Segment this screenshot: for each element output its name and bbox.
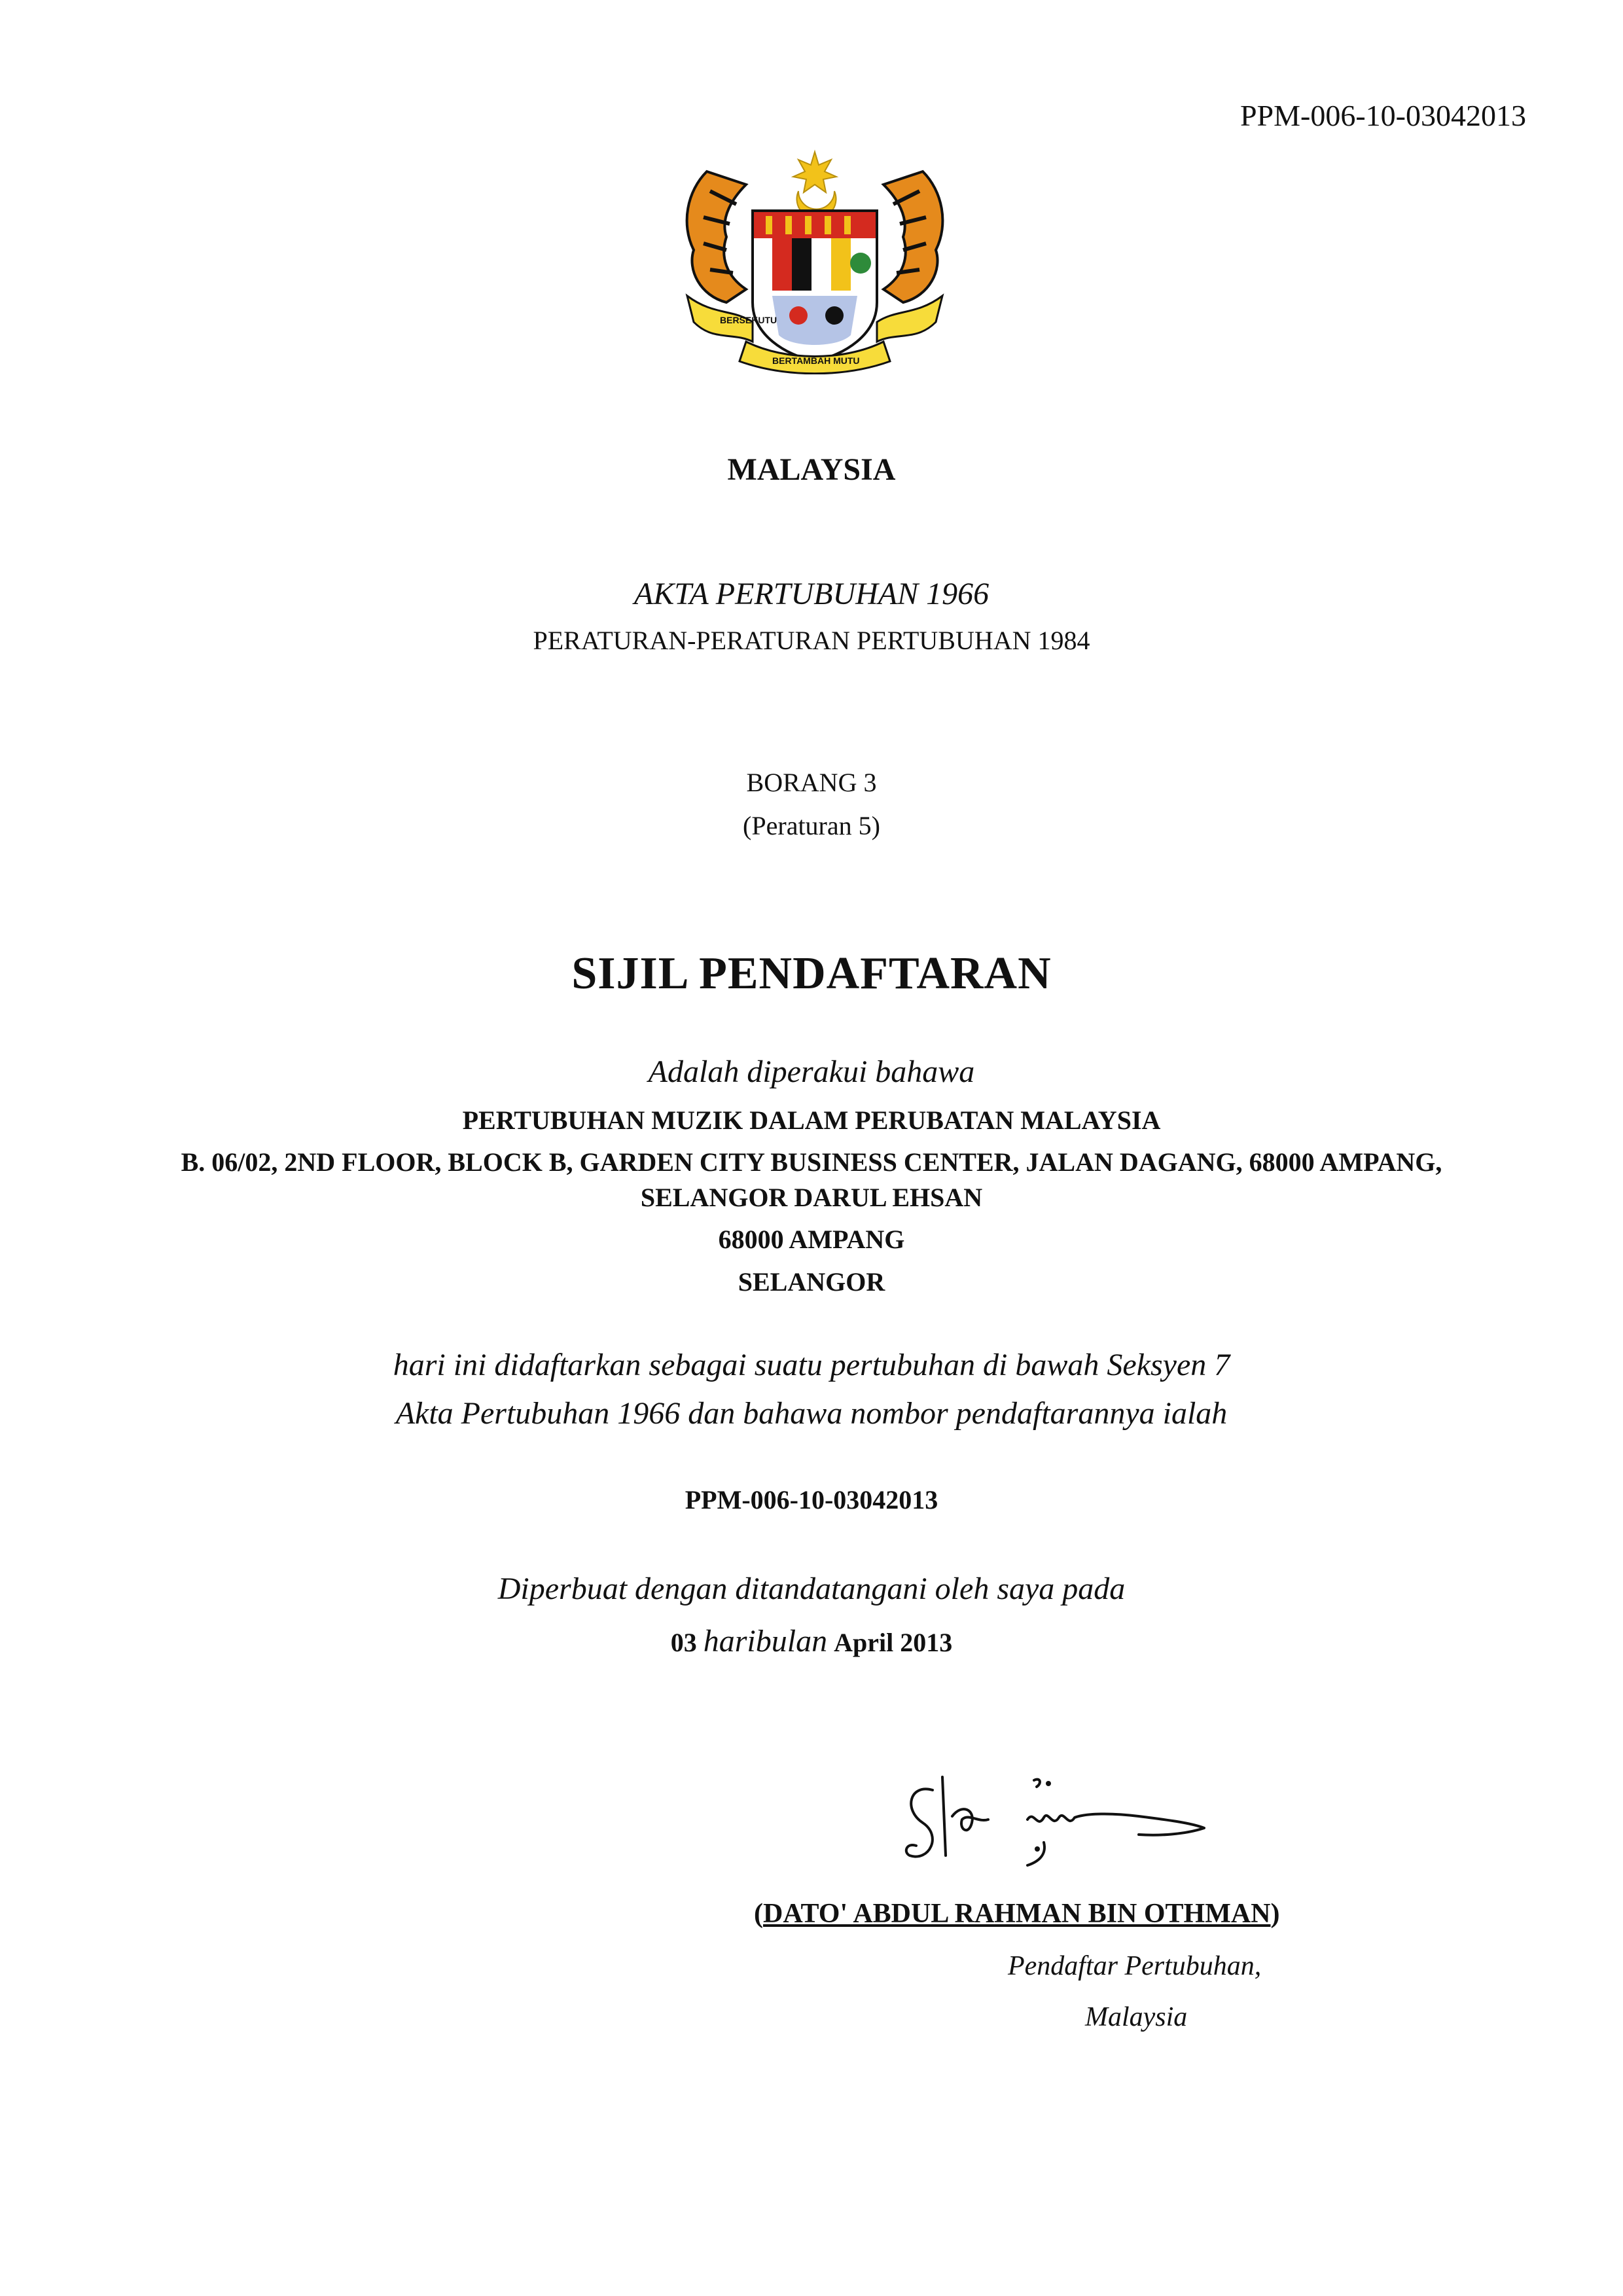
crest-motto-center: BERTAMBAH MUTU bbox=[772, 355, 860, 366]
signatory-close-paren: ) bbox=[1270, 1899, 1280, 1929]
crest-motto-left: BERSEKUTU bbox=[720, 315, 777, 325]
reference-number: PPM-006-10-03042013 bbox=[1240, 99, 1526, 132]
date-month-word: haribulan bbox=[703, 1624, 828, 1659]
date-line bbox=[0, 1623, 1623, 1659]
act-title: AKTA PERTUBUHAN 1966 bbox=[633, 577, 990, 611]
address-line-1: B. 06/02, 2ND FLOOR, BLOCK B, GARDEN CITY BUSINESS CENTER, JALAN DAGANG, 68000 AMPANG, bbox=[181, 1147, 1442, 1177]
country-title: MALAYSIA bbox=[727, 452, 896, 487]
regulations-title: PERATURAN-PERATURAN PERTUBUHAN 1984 bbox=[533, 626, 1090, 655]
registration-text-2: Akta Pertubuhan 1966 dan bahawa nombor pendaftarannya ialah bbox=[395, 1396, 1228, 1431]
signatory-open-paren: ( bbox=[754, 1899, 763, 1929]
registration-number: PPM-006-10-03042013 bbox=[685, 1485, 938, 1515]
address-line-2: SELANGOR DARUL EHSAN bbox=[640, 1183, 983, 1212]
organization-name: PERTUBUHAN MUZIK DALAM PERUBATAN MALAYSIA bbox=[462, 1105, 1161, 1135]
form-number: BORANG 3 bbox=[746, 768, 877, 797]
certify-text: Adalah diperakui bahawa bbox=[648, 1054, 975, 1089]
signatory-role: Pendaftar Pertubuhan, bbox=[1008, 1951, 1262, 1981]
certificate-title: SIJIL PENDAFTARAN bbox=[571, 948, 1052, 999]
signatory-place: Malaysia bbox=[1085, 2002, 1188, 2032]
date-month-year: April 2013 bbox=[834, 1628, 953, 1657]
signature-icon bbox=[897, 1757, 1237, 1888]
coat-of-arms-icon bbox=[674, 145, 955, 374]
address-line-4: SELANGOR bbox=[738, 1267, 885, 1297]
date-day: 03 bbox=[670, 1628, 697, 1657]
signatory-name-text: DATO' ABDUL RAHMAN BIN OTHMAN bbox=[763, 1899, 1271, 1929]
registration-text-1: hari ini didaftarkan sebagai suatu pertubuhan di bawah Seksyen 7 bbox=[393, 1348, 1230, 1382]
signatory-name bbox=[754, 1898, 1280, 1929]
made-text: Diperbuat dengan ditandatangani oleh saya pada bbox=[497, 1571, 1126, 1606]
address-line-3: 68000 AMPANG bbox=[718, 1225, 905, 1254]
form-regulation: (Peraturan 5) bbox=[743, 811, 880, 840]
